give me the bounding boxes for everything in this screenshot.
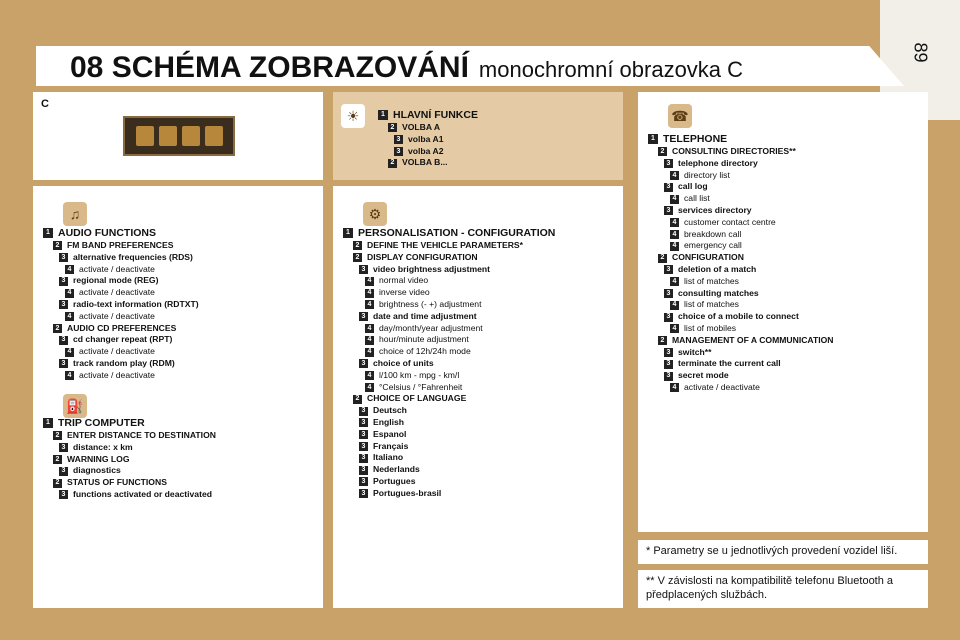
menu-item-text: cd changer repeat (RPT) (73, 334, 173, 345)
menu-item-text: switch** (678, 346, 712, 357)
display-panel (33, 92, 323, 180)
menu-item-level-3 (343, 405, 555, 417)
level-badge: 4 (365, 383, 374, 392)
level-badge: 3 (664, 372, 673, 381)
menu-item-text: track random play (RDM) (73, 357, 175, 368)
brightness-icon: ☀ (341, 104, 365, 128)
menu-item-text: TELEPHONE (663, 133, 728, 145)
menu-item-text: emergency call (684, 240, 742, 251)
menu-item-text: PERSONALISATION - CONFIGURATION (358, 227, 556, 239)
trip-tree (43, 416, 216, 501)
menu-item-text: volba A2 (408, 145, 444, 156)
menu-item-level-4 (343, 275, 555, 287)
level-badge: 4 (670, 171, 679, 180)
menu-item-level-3 (648, 181, 834, 193)
menu-item-text: Français (373, 440, 409, 451)
level-badge: 4 (670, 218, 679, 227)
level-badge: 2 (53, 241, 62, 250)
menu-item-level-4 (343, 334, 555, 346)
page-title (70, 46, 743, 86)
level-badge: 4 (365, 300, 374, 309)
menu-item-text: °Celsius / °Fahrenheit (379, 381, 463, 392)
audio-tree (43, 226, 199, 382)
menu-item-text: Italiano (373, 452, 404, 463)
menu-item-level-3 (43, 442, 216, 454)
menu-item-text: FM BAND PREFERENCES (67, 240, 174, 250)
menu-item-level-3 (648, 347, 834, 359)
menu-item-text: CONFIGURATION (672, 252, 744, 263)
menu-item-text: directory list (684, 169, 730, 180)
menu-item-level-3 (648, 288, 834, 300)
menu-item-level-3 (343, 464, 555, 476)
settings-icon: ⚙ (363, 202, 387, 226)
menu-item-text: hour/minute adjustment (379, 334, 469, 345)
menu-item-level-4 (43, 287, 199, 299)
menu-item-level-4 (648, 276, 834, 288)
menu-item-text: DISPLAY CONFIGURATION (367, 251, 478, 262)
level-badge: 3 (664, 360, 673, 369)
menu-item-level-4 (43, 264, 199, 276)
menu-item-text: alternative frequencies (RDS) (73, 251, 193, 262)
menu-item-text: Espanol (373, 428, 407, 439)
menu-item-level-1 (648, 132, 834, 146)
menu-item-level-4 (343, 382, 555, 394)
level-badge: 4 (365, 324, 374, 333)
menu-item-text: functions activated or deactivated (73, 488, 212, 499)
level-badge: 3 (359, 312, 368, 321)
level-badge: 4 (670, 230, 679, 239)
menu-item-text: STATUS OF FUNCTIONS (67, 477, 167, 488)
level-badge: 3 (59, 443, 68, 452)
level-badge: 2 (353, 241, 362, 250)
menu-item-level-3 (43, 299, 199, 311)
level-badge: 4 (670, 301, 679, 310)
level-badge: 2 (53, 324, 62, 333)
menu-item-level-2 (43, 454, 216, 466)
menu-item-level-4 (343, 346, 555, 358)
menu-item-text: choice of a mobile to connect (678, 311, 799, 322)
menu-item-level-1 (43, 226, 199, 240)
menu-item-text: activate / deactivate (79, 369, 155, 380)
menu-item-level-2 (648, 252, 834, 264)
level-badge: 4 (670, 383, 679, 392)
menu-item-level-4 (648, 229, 834, 241)
menu-item-text: inverse video (379, 287, 430, 298)
menu-item-level-3 (648, 358, 834, 370)
level-badge: 4 (365, 336, 374, 345)
level-badge: 4 (365, 277, 374, 286)
menu-item-level-2 (343, 252, 555, 264)
level-badge: 2 (53, 455, 62, 464)
legend-panel (333, 92, 623, 180)
menu-item-text: Nederlands (373, 464, 420, 475)
menu-item-level-3 (343, 476, 555, 488)
menu-item-level-4 (343, 323, 555, 335)
menu-item-level-4 (343, 299, 555, 311)
menu-item-level-3 (343, 429, 555, 441)
level-badge: 2 (388, 159, 397, 168)
menu-item-level-4 (648, 382, 834, 394)
menu-item-level-3 (343, 452, 555, 464)
menu-item-text: choice of 12h/24h mode (379, 346, 471, 357)
menu-item-level-3 (43, 358, 199, 370)
menu-item-text: CONSULTING DIRECTORIES** (672, 146, 796, 156)
page-number: 89 (910, 42, 931, 63)
footnote-2: ** V závislosti na kompatibilitě telefonu Bluetooth a předplacených službách. (638, 570, 928, 608)
level-badge: 3 (394, 135, 403, 144)
menu-item-text: radio-text information (RDTXT) (73, 298, 199, 309)
level-badge: 3 (359, 477, 368, 486)
level-badge: 3 (664, 159, 673, 168)
menu-item-level-3 (43, 275, 199, 287)
menu-item-level-2 (378, 122, 478, 134)
title-sub: monochromní obrazovka C (478, 57, 744, 82)
phone-icon: ☎ (668, 104, 692, 128)
menu-item-text: l/100 km - mpg - km/l (379, 369, 460, 380)
level-badge: 4 (365, 289, 374, 298)
level-badge: 3 (359, 489, 368, 498)
menu-item-text: VOLBA A (402, 122, 441, 132)
menu-item-level-4 (43, 346, 199, 358)
level-badge: 2 (658, 147, 667, 156)
menu-item-text: ENTER DISTANCE TO DESTINATION (67, 430, 216, 440)
menu-item-level-4 (648, 323, 834, 335)
menu-item-level-3 (43, 334, 199, 346)
menu-item-level-1 (343, 226, 555, 240)
menu-item-text: list of matches (684, 275, 739, 286)
menu-item-text: MANAGEMENT OF A COMMUNICATION (672, 334, 834, 345)
level-badge: 3 (359, 418, 368, 427)
menu-item-level-3 (648, 158, 834, 170)
menu-item-level-4 (648, 299, 834, 311)
menu-item-text: HLAVNÍ FUNKCE (393, 109, 478, 121)
menu-item-text: activate / deactivate (79, 263, 155, 274)
level-badge: 3 (59, 300, 68, 309)
level-badge: 4 (65, 265, 74, 274)
level-badge: 2 (53, 431, 62, 440)
menu-item-text: WARNING LOG (67, 453, 130, 464)
menu-item-level-2 (343, 393, 555, 405)
level-badge: 1 (343, 228, 353, 238)
menu-item-level-4 (343, 370, 555, 382)
menu-item-level-4 (43, 370, 199, 382)
trip-computer-icon: ⛽ (63, 394, 87, 418)
level-badge: 3 (664, 206, 673, 215)
menu-item-text: date and time adjustment (373, 310, 477, 321)
menu-item-level-3 (343, 264, 555, 276)
level-badge: 3 (359, 265, 368, 274)
menu-item-level-2 (343, 240, 555, 252)
level-badge: 4 (670, 277, 679, 286)
monochrome-display-icon (123, 116, 235, 156)
menu-item-text: secret mode (678, 370, 729, 381)
level-badge: 4 (65, 312, 74, 321)
personalisation-tree (343, 226, 555, 500)
level-badge: 3 (359, 359, 368, 368)
menu-item-level-4 (648, 217, 834, 229)
menu-item-level-3 (648, 205, 834, 217)
menu-item-text: brightness (- +) adjustment (379, 298, 482, 309)
legend-tree (378, 108, 478, 169)
menu-item-level-3 (43, 252, 199, 264)
menu-item-level-2 (43, 477, 216, 489)
menu-item-level-3 (378, 146, 478, 158)
level-badge: 3 (664, 348, 673, 357)
menu-item-text: list of matches (684, 299, 739, 310)
level-badge: 2 (658, 254, 667, 263)
level-badge: 3 (664, 313, 673, 322)
menu-item-text: CHOICE OF LANGUAGE (367, 393, 467, 404)
footnote-1: * Parametry se u jednotlivých provedení vozidel liší. (638, 540, 928, 564)
menu-item-text: Deutsch (373, 405, 407, 416)
menu-item-level-3 (43, 465, 216, 477)
level-badge: 4 (65, 348, 74, 357)
level-badge: 3 (359, 430, 368, 439)
level-badge: 4 (670, 195, 679, 204)
level-badge: 2 (353, 395, 362, 404)
level-badge: 3 (664, 183, 673, 192)
menu-item-text: distance: x km (73, 441, 133, 452)
menu-item-text: telephone directory (678, 157, 758, 168)
menu-item-text: choice of units (373, 357, 434, 368)
top-bar (0, 0, 880, 38)
menu-item-text: services directory (678, 204, 752, 215)
menu-item-text: VOLBA B... (402, 157, 448, 168)
telephone-tree (648, 132, 834, 394)
menu-item-level-2 (648, 335, 834, 347)
menu-item-level-4 (648, 193, 834, 205)
menu-item-level-4 (343, 287, 555, 299)
menu-item-text: activate / deactivate (684, 381, 760, 392)
menu-item-level-2 (378, 157, 478, 169)
menu-item-text: video brightness adjustment (373, 263, 490, 274)
level-badge: 3 (59, 253, 68, 262)
level-badge: 2 (658, 336, 667, 345)
menu-item-level-2 (648, 146, 834, 158)
menu-item-text: breakdown call (684, 228, 742, 239)
menu-item-text: activate / deactivate (79, 310, 155, 321)
menu-item-level-4 (43, 311, 199, 323)
level-badge: 4 (670, 324, 679, 333)
display-label: C (41, 98, 49, 110)
menu-item-text: AUDIO CD PREFERENCES (67, 322, 177, 333)
menu-item-level-3 (343, 488, 555, 500)
level-badge: 3 (59, 467, 68, 476)
level-badge: 3 (59, 490, 68, 499)
level-badge: 3 (59, 277, 68, 286)
menu-item-level-3 (343, 441, 555, 453)
menu-item-text: TRIP COMPUTER (58, 417, 145, 429)
level-badge: 1 (648, 134, 658, 144)
menu-item-text: call log (678, 181, 708, 192)
menu-item-level-2 (43, 430, 216, 442)
menu-item-level-3 (43, 489, 216, 501)
telephone-panel (638, 92, 928, 532)
menu-item-level-1 (43, 416, 216, 430)
menu-item-text: consulting matches (678, 287, 759, 298)
level-badge: 1 (43, 418, 53, 428)
menu-item-level-4 (648, 240, 834, 252)
menu-item-level-3 (343, 311, 555, 323)
menu-item-level-1 (378, 108, 478, 122)
level-badge: 2 (353, 253, 362, 262)
menu-item-text: deletion of a match (678, 263, 757, 274)
audio-icon: ♫ (63, 202, 87, 226)
level-badge: 3 (59, 336, 68, 345)
menu-item-text: DEFINE THE VEHICLE PARAMETERS* (367, 240, 523, 250)
menu-item-text: call list (684, 193, 710, 204)
menu-item-text: Portugues (373, 475, 416, 486)
menu-item-level-4 (648, 170, 834, 182)
level-badge: 3 (359, 407, 368, 416)
menu-item-level-3 (648, 311, 834, 323)
menu-item-text: normal video (379, 275, 429, 286)
menu-item-level-3 (378, 134, 478, 146)
menu-item-level-3 (648, 264, 834, 276)
level-badge: 4 (365, 348, 374, 357)
menu-item-text: terminate the current call (678, 358, 781, 369)
menu-item-text: diagnostics (73, 465, 121, 476)
level-badge: 3 (359, 454, 368, 463)
menu-item-text: activate / deactivate (79, 346, 155, 357)
level-badge: 4 (65, 371, 74, 380)
menu-item-text: regional mode (REG) (73, 275, 159, 286)
title-main: 08 SCHÉMA ZOBRAZOVÁNÍ (70, 51, 469, 84)
menu-item-level-3 (648, 370, 834, 382)
level-badge: 2 (388, 123, 397, 132)
level-badge: 3 (394, 147, 403, 156)
menu-item-level-2 (43, 323, 199, 335)
menu-item-text: list of mobiles (684, 322, 737, 333)
menu-item-level-3 (343, 358, 555, 370)
level-badge: 4 (365, 371, 374, 380)
menu-item-text: AUDIO FUNCTIONS (58, 227, 156, 239)
menu-item-text: English (373, 416, 405, 427)
level-badge: 3 (664, 289, 673, 298)
level-badge: 1 (378, 110, 388, 120)
level-badge: 3 (359, 466, 368, 475)
menu-item-level-2 (43, 240, 199, 252)
personalisation-panel (333, 186, 623, 608)
level-badge: 3 (59, 359, 68, 368)
menu-item-level-3 (343, 417, 555, 429)
audio-trip-panel (33, 186, 323, 608)
menu-item-text: activate / deactivate (79, 287, 155, 298)
level-badge: 4 (65, 289, 74, 298)
level-badge: 4 (670, 242, 679, 251)
level-badge: 3 (664, 265, 673, 274)
menu-item-text: day/month/year adjustment (379, 322, 483, 333)
menu-item-text: customer contact centre (684, 216, 776, 227)
menu-item-text: Portugues-brasil (373, 487, 442, 498)
level-badge: 3 (359, 442, 368, 451)
level-badge: 2 (53, 479, 62, 488)
level-badge: 1 (43, 228, 53, 238)
menu-item-text: volba A1 (408, 133, 444, 144)
